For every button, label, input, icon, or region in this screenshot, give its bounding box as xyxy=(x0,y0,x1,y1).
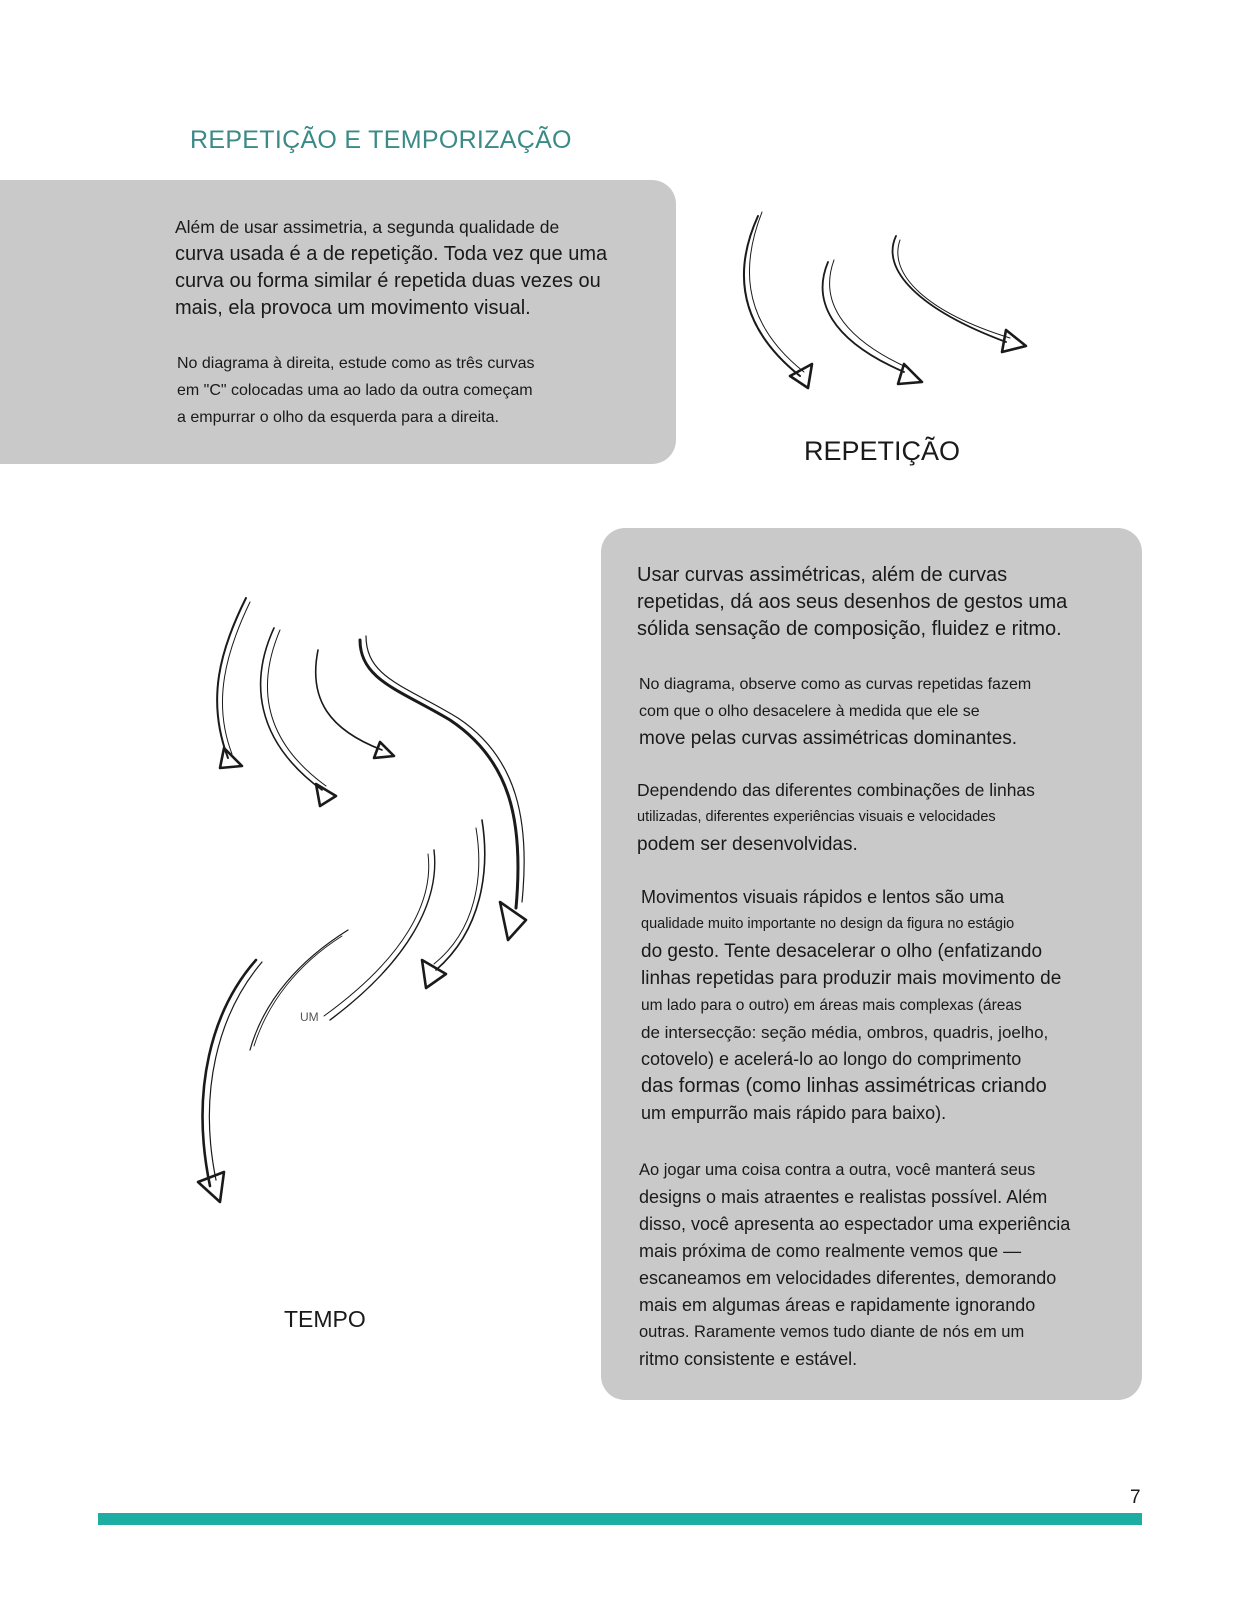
text-line: ritmo consistente e estável. xyxy=(639,1349,858,1369)
text-line: um lado para o outro) em áreas mais complexas (áreas xyxy=(641,997,1022,1014)
text-line: outras. Raramente vemos tudo diante de nós em um xyxy=(639,1323,1025,1341)
text-line: move pelas curvas assimétricas dominantes. xyxy=(639,728,1018,749)
text-line: com que o olho desacelere à medida que ele se xyxy=(639,703,980,720)
tempo-arrow-4-dominant xyxy=(360,636,526,940)
text-line: No diagrama, observe como as curvas repetidas fazem xyxy=(639,676,1032,693)
tempo-arrow-2 xyxy=(261,628,336,806)
repetition-sketch xyxy=(700,200,1060,400)
text-line: de intersecção: seção média, ombros, quadris, joelho, xyxy=(641,1023,1049,1042)
curve-arrow-3 xyxy=(893,236,1026,352)
text-line: escaneamos em velocidades diferentes, demorando xyxy=(639,1268,1057,1288)
text-line: das formas (como linhas assimétricas criando xyxy=(641,1075,1047,1097)
tempo-arrow-7 xyxy=(250,930,348,1050)
text-line: Ao jogar uma coisa contra a outra, você manterá seus xyxy=(639,1161,1036,1179)
text-line: a empurrar o olho da esquerda para a direita. xyxy=(177,409,499,426)
text-line: mais em algumas áreas e rapidamente ignorando xyxy=(639,1295,1036,1315)
text-line: curva usada é a de repetição. Toda vez que uma xyxy=(175,243,608,265)
text-line: repetidas, dá aos seus desenhos de gestos uma xyxy=(637,591,1068,613)
tempo-sketch xyxy=(190,590,550,1210)
tempo-arrow-3 xyxy=(316,650,394,758)
repetition-label: REPETIÇÃO xyxy=(804,436,961,466)
box2-paragraph-1 xyxy=(637,562,1067,643)
text-line: mais próxima de como realmente vemos que — xyxy=(639,1241,1022,1261)
text-line: mais, ela provoca um movimento visual. xyxy=(175,297,531,319)
box1-paragraph-2 xyxy=(177,350,535,431)
text-line: sólida sensação de composição, fluidez e ritmo. xyxy=(637,618,1062,640)
text-line: Além de usar assimetria, a segunda qualidade de xyxy=(175,217,560,237)
text-line: Movimentos visuais rápidos e lentos são uma xyxy=(641,887,1005,907)
um-label: UM xyxy=(300,1010,319,1024)
text-line: Usar curvas assimétricas, além de curvas xyxy=(637,564,1008,586)
tempo-label: TEMPO xyxy=(284,1306,366,1332)
box1-paragraph-1 xyxy=(175,214,607,322)
text-line: utilizadas, diferentes experiências visuais e velocidades xyxy=(637,809,996,825)
tempo-arrow-5 xyxy=(422,820,485,988)
text-line: disso, você apresenta ao espectador uma experiência xyxy=(639,1214,1071,1234)
text-line: designs o mais atraentes e realistas possível. Além xyxy=(639,1187,1048,1207)
text-line: cotovelo) e acelerá-lo ao longo do comprimento xyxy=(641,1049,1022,1069)
tempo-arrow-1 xyxy=(217,598,250,768)
text-line: linhas repetidas para produzir mais movimento de xyxy=(641,968,1062,989)
text-line: um empurrão mais rápido para baixo). xyxy=(641,1103,947,1123)
text-line: No diagrama à direita, estude como as três curvas xyxy=(177,355,535,372)
text-line: do gesto. Tente desacelerar o olho (enfatizando xyxy=(641,941,1043,962)
box2-paragraph-2 xyxy=(639,671,1031,752)
page-number: 7 xyxy=(1130,1487,1141,1508)
box2-paragraph-3 xyxy=(637,777,1035,858)
text-line: em "C" colocadas uma ao lado da outra começam xyxy=(177,382,533,399)
page-title: REPETIÇÃO E TEMPORIZAÇÃO xyxy=(190,126,572,154)
text-line: curva ou forma similar é repetida duas vezes ou xyxy=(175,270,601,292)
footer-bar xyxy=(98,1513,1142,1525)
curve-arrow-1 xyxy=(744,212,812,388)
text-line: podem ser desenvolvidas. xyxy=(637,834,858,855)
box2-paragraph-4 xyxy=(641,884,1061,1127)
text-line: qualidade muito importante no design da figura no estágio xyxy=(641,916,1015,932)
tempo-arrow-8-long xyxy=(198,960,262,1202)
text-line: Dependendo das diferentes combinações de linhas xyxy=(637,780,1035,800)
box2-paragraph-5 xyxy=(639,1157,1070,1373)
